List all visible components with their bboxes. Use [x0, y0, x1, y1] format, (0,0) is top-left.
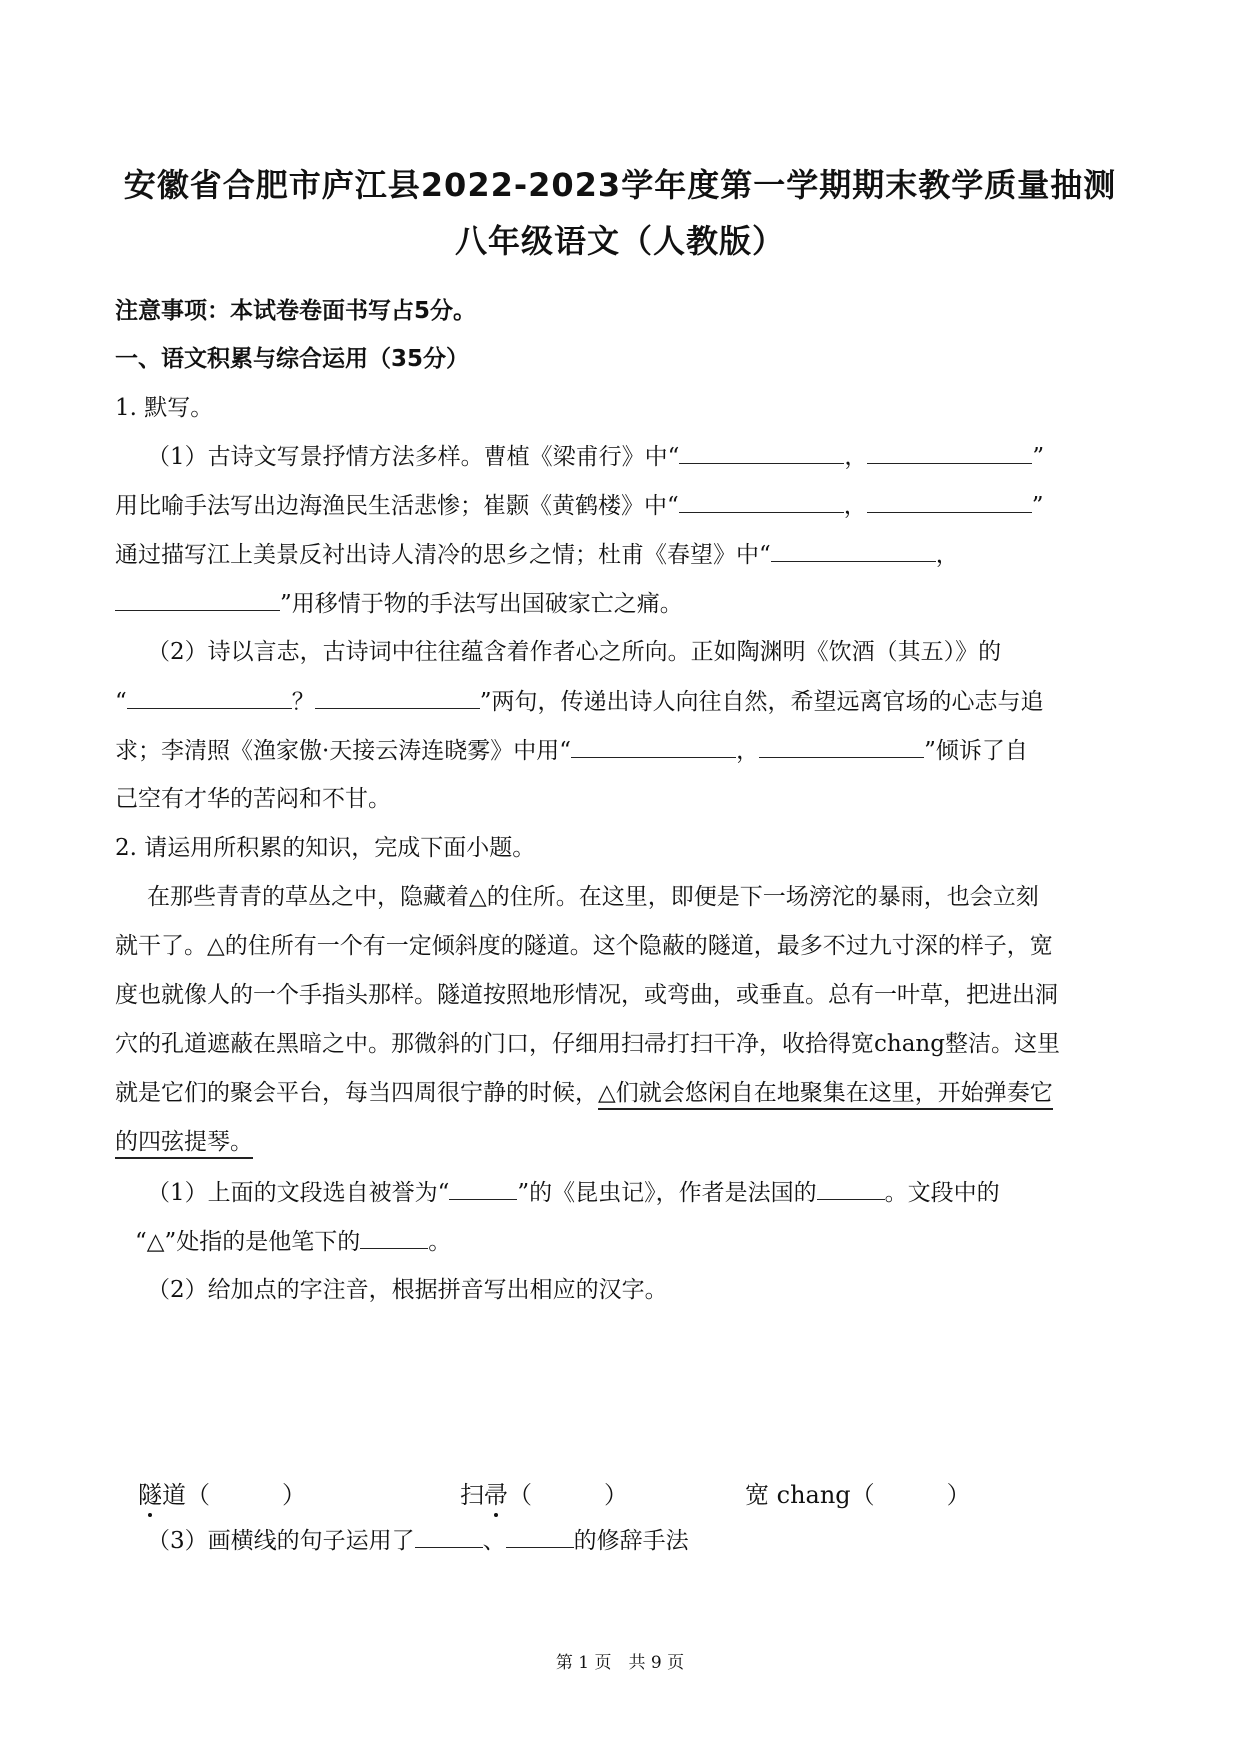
q1-p2-line2: “ ？ ”两句，传递出诗人向往自然，希望远离官场的心志与追 [115, 686, 1135, 717]
answer-blank[interactable] [360, 1226, 428, 1249]
question-1-stem: 1. 默写。 [115, 395, 214, 421]
answer-blank[interactable] [867, 441, 1032, 464]
page-footer: 第 1 页 共 9 页 [555, 1653, 685, 1673]
pinyin-item-3: 宽 chang（ ） [745, 1481, 971, 1509]
answer-blank[interactable] [449, 1177, 517, 1200]
q2-sub3: （3）画横线的句子运用了 、 的修辞手法 [147, 1525, 1167, 1556]
answer-blank[interactable] [315, 686, 480, 709]
underlined-sentence: 的四弦提琴。 [115, 1129, 253, 1159]
passage-line: 在那些青青的草丛之中，隐藏着△的住所。在这里，即便是下一场滂沱的暴雨，也会立刻 [147, 884, 1039, 910]
answer-blank[interactable] [115, 588, 280, 611]
dotted-char: 帚 [484, 1481, 508, 1509]
q1-p2-line1: （2）诗以言志，古诗词中往往蕴含着作者心之所向。正如陶渊明《饮酒（其五）》的 [147, 639, 1002, 665]
answer-blank[interactable] [127, 686, 292, 709]
passage-line [115, 1127, 1135, 1157]
section-heading: 一、语文积累与综合运用（35分） [115, 346, 470, 372]
q1-p1-line2: 用比喻手法写出边海渔民生活悲惨；崔颢《黄鹤楼》中“ ， ” [115, 490, 1135, 521]
answer-blank[interactable] [679, 490, 844, 513]
answer-blank[interactable] [817, 1177, 885, 1200]
q1-p2-line3: 求；李清照《渔家傲·天接云涛连晓雾》中用“ ， ”倾诉了自 [115, 735, 1135, 766]
q1-p2-line4: 己空有才华的苦闷和不甘。 [115, 786, 391, 812]
passage-line: 度也就像人的一个手指头那样。隧道按照地形情况，或弯曲，或垂直。总有一叶草，把进出洞 [115, 982, 1058, 1008]
pinyin-item-1: 隧道（ ） [138, 1481, 306, 1509]
q1-p1-line3: 通过描写江上美景反衬出诗人清冷的思乡之情；杜甫《春望》中“ ， [115, 539, 1135, 570]
answer-blank[interactable] [679, 441, 844, 464]
passage-line: 就干了。△的住所有一个有一定倾斜度的隧道。这个隐蔽的隧道，最多不过九寸深的样子，宽 [115, 933, 1053, 959]
answer-blank[interactable] [571, 735, 736, 758]
dotted-char: 隧 [138, 1481, 162, 1509]
answer-blank[interactable] [759, 735, 924, 758]
q2-sub1-line1: （1）上面的文段选自被誉为“ ”的《昆虫记》，作者是法国的 。文段中的 [147, 1177, 1167, 1208]
exam-subtitle: 八年级语文（人教版） [454, 222, 785, 260]
q1-p1-line4: ”用移情于物的手法写出国破家亡之痛。 [115, 588, 1135, 619]
passage-line: 穴的孔道遮蔽在黑暗之中。那微斜的门口，仔细用扫帚打扫干净，收拾得宽chang整洁。这里 [115, 1031, 1060, 1057]
notice: 注意事项：本试卷卷面书写占5分。 [115, 298, 477, 324]
exam-title: 安徽省合肥市庐江县2022-2023学年度第一学期期末教学质量抽测 [123, 166, 1117, 204]
q2-sub2: （2）给加点的字注音，根据拼音写出相应的汉字。 [147, 1277, 668, 1303]
q1-p1-line1: （1）古诗文写景抒情方法多样。曹植《梁甫行》中“ ， ” [147, 441, 1167, 472]
answer-blank[interactable] [771, 539, 936, 562]
passage-line: 就是它们的聚会平台，每当四周很宁静的时候，△们就会悠闲自在地聚集在这里，开始弹奏它 [115, 1078, 1135, 1108]
q2-sub1-line2: “△”处指的是他笔下的 。 [135, 1226, 1155, 1257]
underlined-sentence: △们就会悠闲自在地聚集在这里，开始弹奏它 [598, 1080, 1053, 1110]
pinyin-item-2: 扫帚（ ） [460, 1481, 628, 1509]
question-2-stem: 2. 请运用所积累的知识，完成下面小题。 [115, 835, 536, 861]
answer-blank[interactable] [415, 1525, 483, 1548]
answer-blank[interactable] [867, 490, 1032, 513]
answer-blank[interactable] [506, 1525, 574, 1548]
